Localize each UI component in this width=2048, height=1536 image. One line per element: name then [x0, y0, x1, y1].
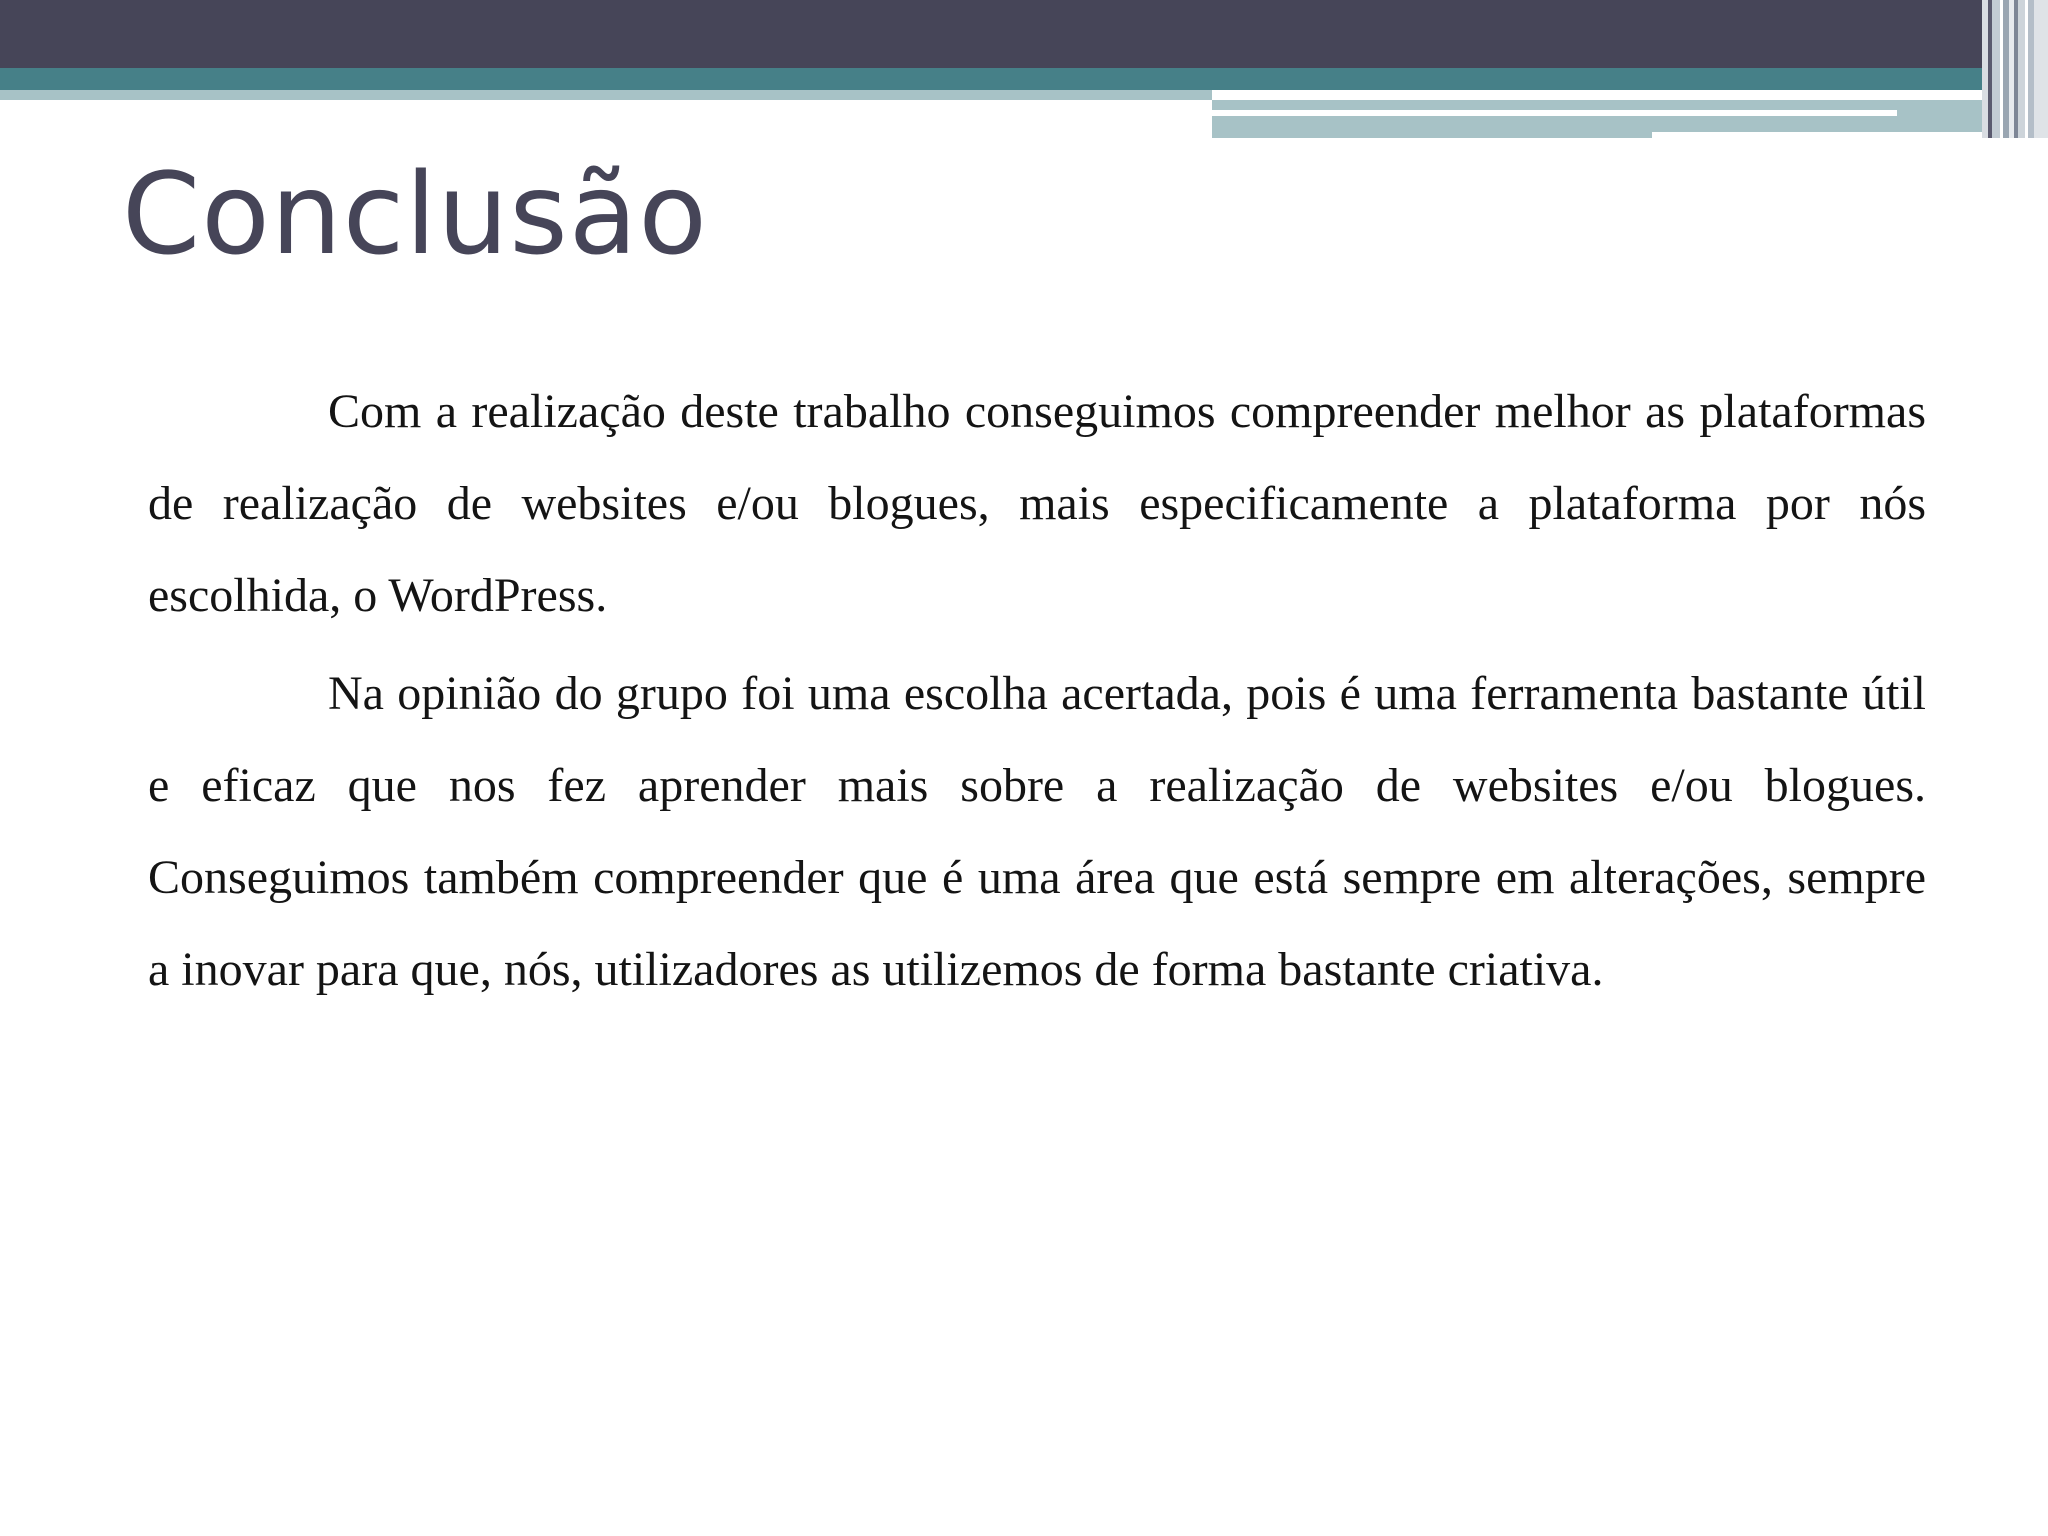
body-paragraph-2: Na opinião do grupo foi uma escolha acertada, pois é uma ferramenta bastante útil e eficaz que nos fez aprender mais sobre a realização de websites e/ou blogues. Conseguimos também compreender que é uma área que está sempre em alterações, sempre a inovar para que, nós, utilizadores as utilizemos de forma bastante criativa.	[148, 667, 1926, 996]
stripe	[1992, 0, 2000, 138]
body-paragraph-1: Com a realização deste trabalho conseguimos compreender melhor as plataformas de realização de websites e/ou blogues, mais especificamente a plataforma por nós escolhida, o WordPress.	[148, 385, 1926, 622]
slide-title: Conclusão	[122, 150, 708, 280]
header-stripes-decoration	[1982, 0, 2048, 138]
stripe	[2034, 0, 2048, 138]
header-white-line	[1212, 110, 1897, 116]
header-band-teal	[0, 68, 2048, 90]
header-band-light-left	[0, 90, 1212, 100]
stripe	[2018, 0, 2025, 138]
slide-body	[148, 366, 1926, 1022]
header-band-dark	[0, 0, 2048, 68]
